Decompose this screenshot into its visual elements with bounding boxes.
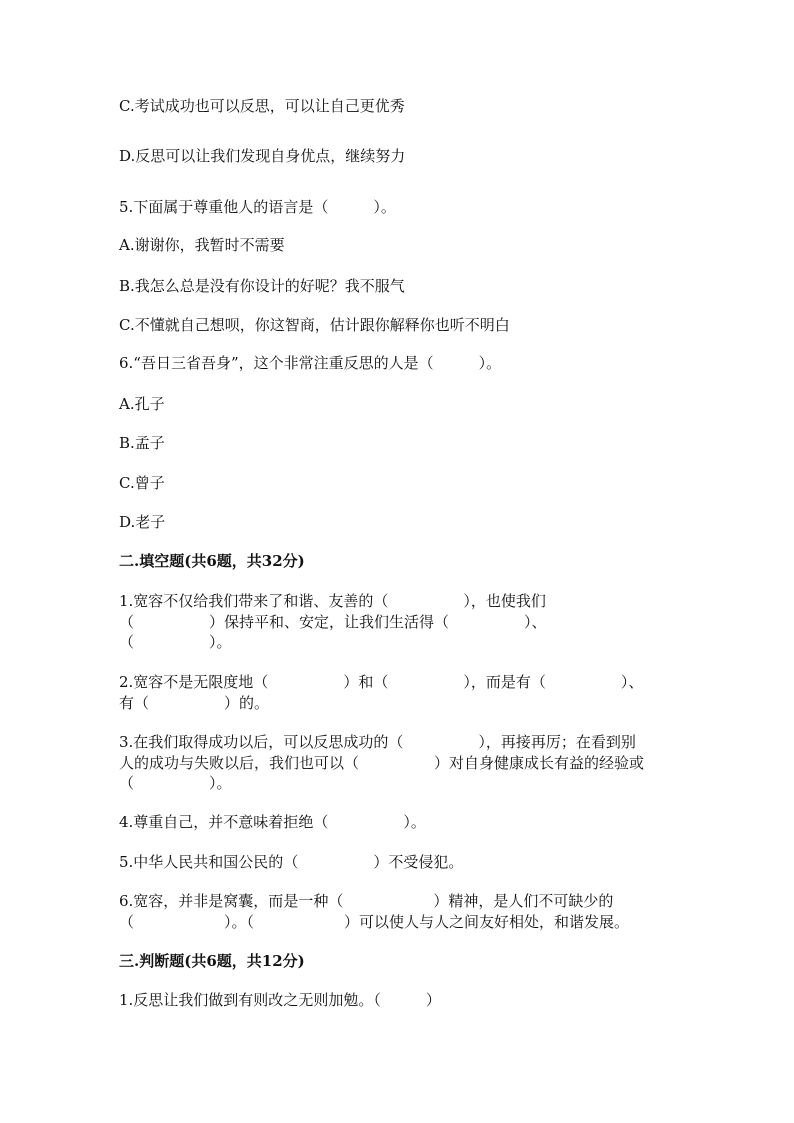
- fill-q3-line1: 3.在我们取得成功以后，可以反思成功的（ ），再接再厉；在看到别: [119, 733, 636, 751]
- fill-q6-line2: （ ）。（ ）可以使人与人之间友好相处，和谐发展。: [119, 913, 630, 931]
- q5-question: 5.下面属于尊重他人的语言是（ ）。: [119, 198, 396, 216]
- fill-q6-line1: 6.宽容，并非是窝囊，而是一种（ ）精神，是人们不可缺少的: [119, 892, 614, 910]
- judge-q1: 1.反思让我们做到有则改之无则加勉。（ ）: [119, 991, 441, 1009]
- q4-option-c: C.考试成功也可以反思，可以让自己更优秀: [119, 97, 405, 115]
- fill-q1-line3: （ ）。: [119, 633, 232, 651]
- fill-q2-line2: 有（ ）的。: [119, 694, 270, 712]
- fill-q5: 5.中华人民共和国公民的（ ）不受侵犯。: [119, 853, 464, 871]
- q6-option-d: D.老子: [119, 513, 166, 531]
- fill-q2-line1: 2.宽容不是无限度地（ ）和（ ），而是有（ ）、: [119, 673, 644, 691]
- section3-heading: 三.判断题(共6题，共12分): [119, 952, 305, 970]
- fill-q1-line2: （ ）保持平和、安定，让我们生活得（ ）、: [119, 613, 547, 631]
- q6-option-c: C.曾子: [119, 474, 165, 492]
- q5-option-c: C.不懂就自己想呗，你这智商，估计跟你解释你也听不明白: [119, 316, 510, 334]
- q6-option-b: B.孟子: [119, 434, 165, 452]
- section2-heading: 二.填空题(共6题，共32分): [119, 552, 305, 570]
- q5-option-b: B.我怎么总是没有你设计的好呢？我不服气: [119, 277, 405, 295]
- fill-q1-line1: 1.宽容不仅给我们带来了和谐、友善的（ ），也使我们: [119, 592, 546, 610]
- fill-q3-line2: 人的成功与失败以后，我们也可以（ ）对自身健康成长有益的经验或: [119, 754, 645, 772]
- q4-option-d: D.反思可以让我们发现自身优点，继续努力: [119, 147, 406, 165]
- fill-q3-line3: （ ）。: [119, 774, 232, 792]
- q5-option-a: A.谢谢你，我暂时不需要: [119, 236, 285, 254]
- fill-q4: 4.尊重自己，并不意味着拒绝（ ）。: [119, 813, 426, 831]
- q6-question: 6.“吾日三省吾身”，这个非常注重反思的人是（ ）。: [119, 354, 502, 372]
- q6-option-a: A.孔子: [119, 395, 165, 413]
